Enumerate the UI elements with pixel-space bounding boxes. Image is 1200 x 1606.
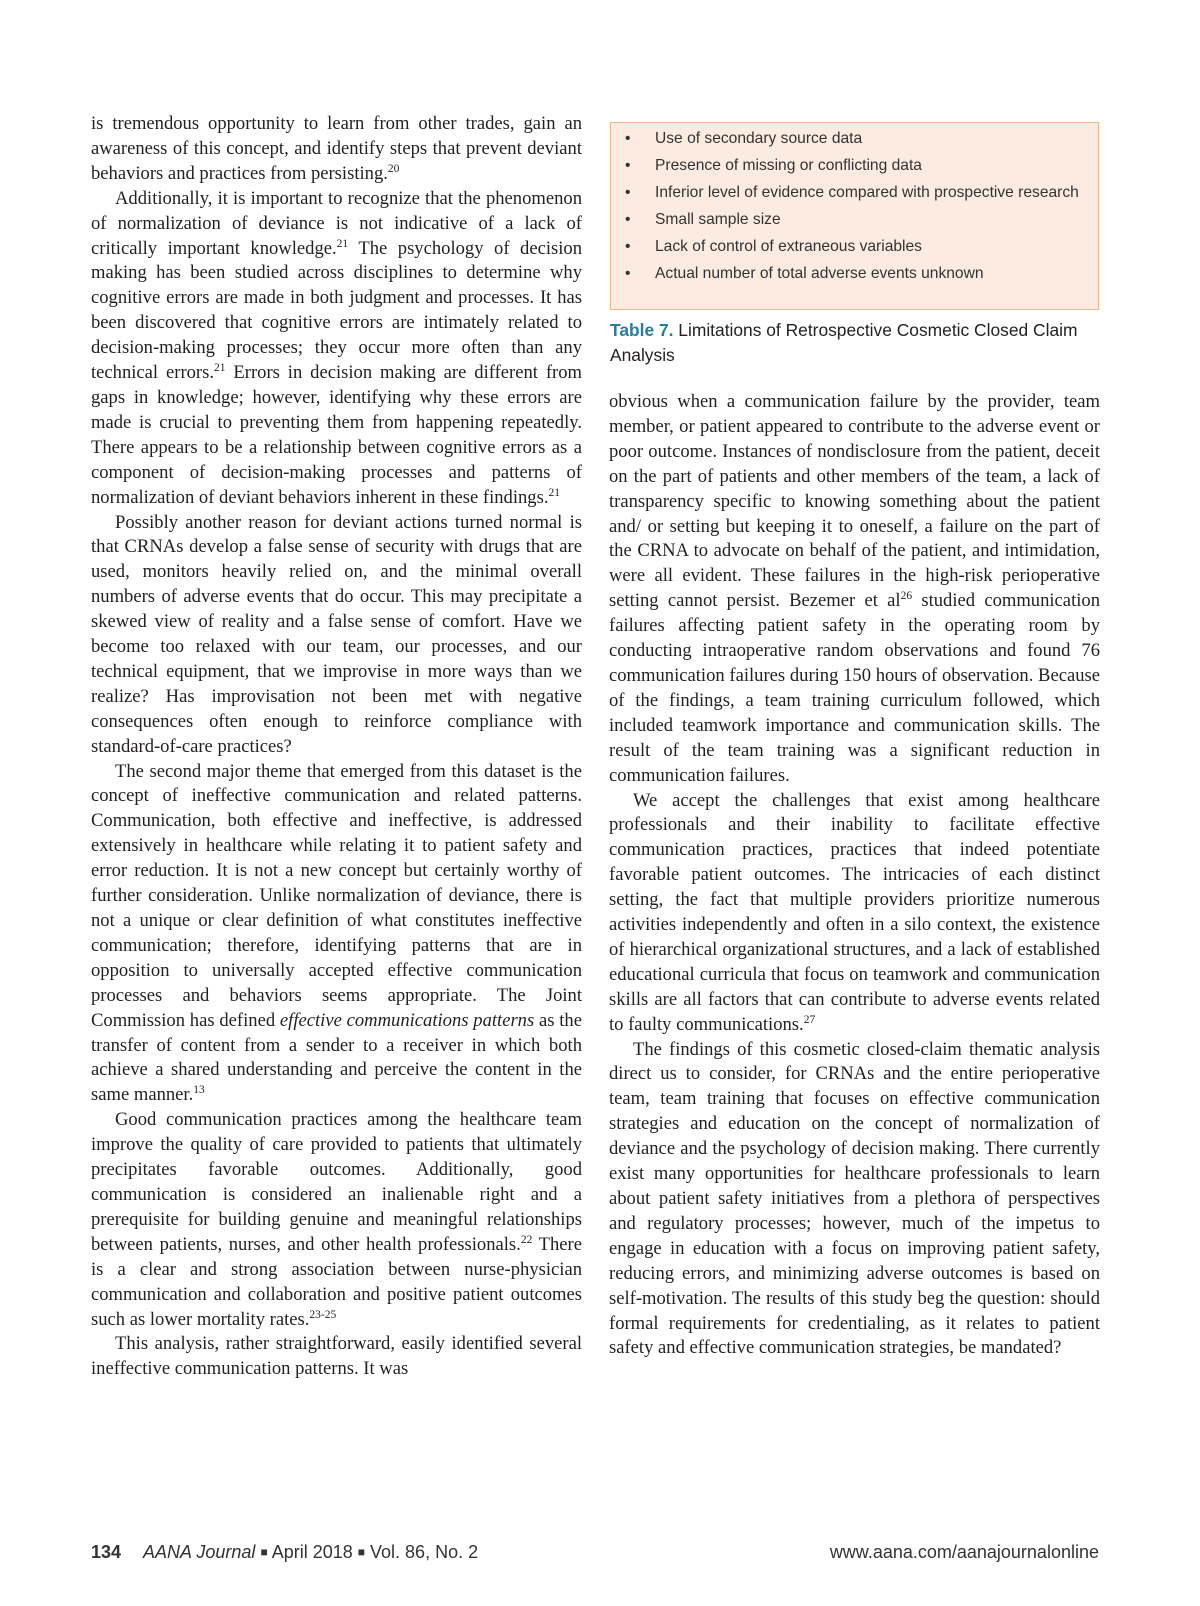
- reference-superscript: 23-25: [309, 1308, 337, 1321]
- bullet-icon: •: [625, 157, 631, 174]
- separator-icon: ■: [260, 1545, 268, 1559]
- reference-superscript: 21: [214, 362, 226, 375]
- paragraph: obvious when a communication failure by the provider, team member, or patient appeared to contribute to the adverse event or poor outcome. Instances of nondisclosure from the patient, deceit on the part of patients and other members of the team, a lack of transparency specific to knowing something about the patient and/ or setting but keeping it to oneself, a failure on the part of the CRNA to advocate on behalf of the patient, and intimidation, were all evident. These failures in the high-risk perioperative setting cannot persist. Bezemer et $al^{26}$ studied communication failures affecting patient safety in the operating room by conducting intraoperative random observations and found 76 communication failures during 150 hours of observation. Because of the findings, a team training curriculum followed, which included teamwork importance and communication skills. The result of the team training was a significant reduction in communication failures.: [609, 391, 1100, 786]
- paragraph: Additionally, it is important to recognize that the phenomenon of normalization of deviance is not indicative of a lack of critically important knowledge.$^{21}$ The psychology of decision making has been studied across disciplines to determine why cognitive errors are made in both judgment and processes. It has been discovered that cognitive errors are intimately related to decision-making processes; they occur more often than any technical errors.$^{21}$ Errors in decision making are different from gaps in knowledge; however, identifying why these errors are made is crucial to preventing them from happening repeatedly. There appears to be a relationship between cognitive errors as a component of decision-making processes and patterns of normalization of deviant behaviors inherent in these findings.$^{21}$: [91, 187, 582, 508]
- left-column: [91, 112, 582, 1382]
- paragraph: The findings of this cosmetic closed-claim thematic analysis direct us to consider, for CRNAs and the entire perioperative team, team training that focuses on effective communication strategies and education on the concept of normalization of deviance and the psychology of decision making. There currently exist many opportunities for healthcare professionals to learn about patient safety initiatives from a plethora of perspectives and regulatory processes; however, much of the impetus to engage in education with a focus on improving patient safety, reducing errors, and minimizing adverse outcomes is based on self-motivation. The results of this study beg the question: should formal requirements for credentialing, as it relates to patient safety and effective communication strategies, be mandated?: [609, 1038, 1100, 1359]
- bullet-icon: •: [625, 211, 631, 228]
- list-item: • Presence of missing or conflicting data: [625, 157, 922, 174]
- reference-superscript: 22: [520, 1233, 533, 1246]
- bullet-icon: •: [625, 184, 631, 201]
- list-item: • Inferior level of evidence compared with prospective research: [625, 184, 1079, 201]
- list-item: • Use of secondary source data: [625, 130, 863, 147]
- table-7-box: [610, 122, 1099, 310]
- issue-date: April 2018: [267, 1542, 358, 1562]
- page-footer: [91, 1542, 1099, 1570]
- reference-superscript: 21: [548, 486, 560, 499]
- paragraph: Good communication practices among the healthcare team improve the quality of care provided to patients that ultimately precipitates favorable outcomes. Additionally, good communication is considered an inalienable right and a prerequisite for building genuine and meaningful relationships between patients, nurses, and other health professionals.$^{22}$ There is a clear and strong association between nurse-physician communication and collaboration and positive patient outcomes such as lower mortality rates.$^{23-25}$: [91, 1109, 582, 1330]
- reference-superscript: 26: [900, 590, 913, 603]
- bullet-icon: •: [625, 130, 631, 147]
- journal-url[interactable]: www.aana.com/aanajournalonline: [829, 1542, 1099, 1562]
- bullet-icon: •: [625, 265, 631, 282]
- reference-superscript: 20: [387, 162, 400, 175]
- reference-superscript: 27: [803, 1013, 816, 1026]
- list-item: • Lack of control of extraneous variables: [625, 238, 922, 255]
- paragraph: Possibly another reason for deviant actions turned normal is that CRNAs develop a false sense of security with drugs that are used, monitors heavily relied on, and the minimal overall numbers of adverse events that do occur. This may precipitate a skewed view of reality and a false sense of comfort. Have we become too relaxed with our team, our processes, and our technical equipment, that we improvise in more ways than we realize? Has improvisation not been met with negative consequences often enough to reinforce compliance with standard-of-care practices?: [91, 511, 582, 757]
- paragraph: is tremendous opportunity to learn from other trades, gain an awareness of this concept, and identify steps that prevent deviant behaviors and practices from persisting.$^{20}$: [91, 113, 582, 184]
- limitations-list: [621, 128, 1084, 284]
- page-number: 134: [91, 1542, 122, 1562]
- bullet-icon: •: [625, 238, 631, 255]
- right-column: [609, 390, 1100, 1361]
- reference-superscript: 13: [193, 1084, 205, 1097]
- defined-term: effective communications patterns: [279, 1009, 535, 1031]
- table-number: Table 7.: [610, 320, 674, 340]
- table-caption: Table 7. Limitations of Retrospective Cosmetic Closed Claim Analysis: [610, 320, 1078, 365]
- paragraph: The second major theme that emerged from this dataset is the concept of ineffective communication and related patterns. Communication, both effective and ineffective, is addressed extensively in healthcare while relating it to patient safety and error reduction. It is not a new concept but certainly worthy of further consideration. Unlike normalization of deviance, there is not a unique or clear definition of what constitutes ineffective communication; therefore, identifying patterns that are in opposition to universally accepted effective communication processes and behaviors seems appropriate. The Joint Commission has defined effective communications patterns as the transfer of content from a sender to a receiver in which both achieve a shared understanding and perceive the content in the same manner.$^{13}$: [91, 760, 582, 1106]
- separator-icon: ■: [357, 1545, 366, 1559]
- list-item: • Small sample size: [625, 211, 781, 228]
- paragraph: This analysis, rather straightforward, easily identified several ineffective communication patterns. It was: [91, 1333, 582, 1380]
- reference-superscript: 21: [336, 237, 349, 250]
- list-item: • Actual number of total adverse events unknown: [625, 265, 984, 282]
- paragraph: We accept the challenges that exist among healthcare professionals and their inability to facilitate effective communication practices, practices that indeed potentiate favorable patient outcomes. The intricacies of each distinct setting, the fact that multiple providers prioritize numerous activities independently and often in a silo context, the existence of hierarchical organizational structures, and a lack of established educational curricula that focus on teamwork and communication skills are all factors that can contribute to adverse events related to faulty communications.$^{27}$: [609, 789, 1100, 1035]
- journal-name: AANA Journal: [143, 1542, 256, 1562]
- volume-number: Vol. 86, No. 2: [365, 1542, 479, 1562]
